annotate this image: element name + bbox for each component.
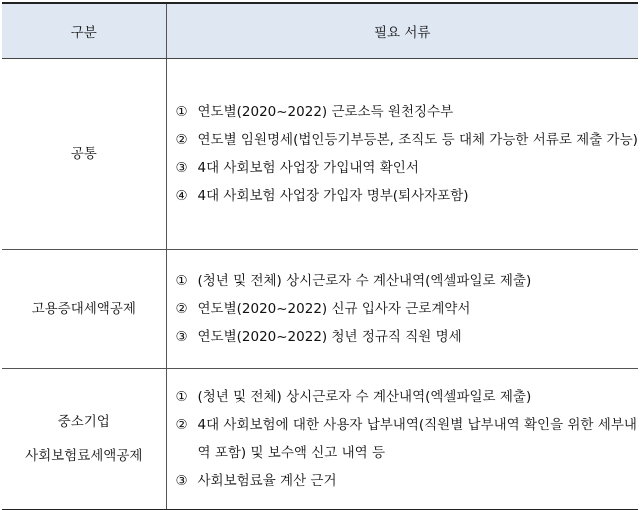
list-item [176,411,639,467]
item-number: ① [175,273,188,289]
row-category [2,369,166,510]
item-text: 연도별(2020~2022) 청년 정규직 직원 명세 [197,329,462,345]
list-item [176,267,639,295]
item-number: ② [175,301,188,317]
table-row [2,369,638,510]
list-item [176,98,639,126]
row-items [166,250,638,369]
row-items [166,369,638,510]
row-category: 고용증대세액공제 [2,250,166,369]
list-item [176,182,639,210]
list-item [176,467,639,495]
item-text: 사회보험료율 계산 근거 [197,473,337,489]
item-text: 연도별(2020~2022) 신규 입사자 근로계약서 [197,301,471,317]
item-number: ③ [175,473,188,489]
item-text: (청년 및 전체) 상시근로자 수 계산내역(엑셀파일로 제출) [197,389,532,405]
header-documents: 필요 서류 [166,3,638,59]
item-text: 4대 사회보험 사업장 가입자 명부(퇴사자포함) [197,188,469,204]
item-text: 연도별(2020~2022) 근로소득 원천징수부 [197,104,454,120]
table-row [2,250,638,369]
item-number: ② [175,417,188,433]
table-row [2,59,638,250]
row-items [166,59,638,250]
item-number: ② [175,132,188,148]
item-text: 연도별 임원명세(법인등기부등본, 조직도 등 대체 가능한 서류로 제출 가능) [197,132,638,148]
item-number: ④ [175,188,188,204]
list-item [176,295,639,323]
item-number: ③ [175,329,188,345]
list-item [176,383,639,411]
item-text: (청년 및 전체) 상시근로자 수 계산내역(엑셀파일로 제출) [197,273,532,289]
row-category: 공통 [2,59,166,250]
list-item [176,126,639,154]
item-number: ③ [175,160,188,176]
row-category-line: 중소기업 [57,414,110,430]
row-category-line: 사회보험료세액공제 [25,448,143,464]
item-text: 4대 사회보험 사업장 가입내역 확인서 [197,160,419,176]
item-number: ① [175,389,188,405]
header-category: 구분 [2,3,166,59]
required-documents-table [2,2,638,510]
list-item [176,323,639,351]
list-item [176,154,639,182]
item-number: ① [175,104,188,120]
item-text: 4대 사회보험에 대한 사용자 납부내역(직원별 납부내역 확인을 위한 세부내역 포함) 및 보수액 신고 내역 등 [197,417,637,461]
table-header-row [2,3,638,59]
